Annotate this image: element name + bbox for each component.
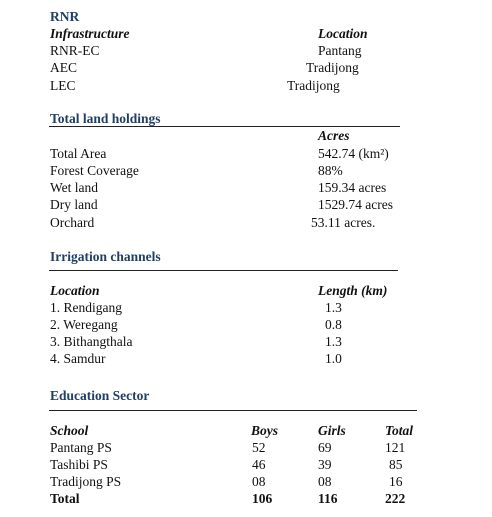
- land-divider: [49, 126, 400, 127]
- irrigation-row-name: 2. Weregang: [50, 317, 118, 332]
- irrigation-divider: [49, 270, 398, 271]
- rnr-row-location: Tradijong: [287, 78, 340, 93]
- rnr-row-name: LEC: [50, 78, 76, 93]
- rnr-col-location: Location: [318, 26, 368, 41]
- land-row-value: 1529.74 acres: [318, 197, 393, 212]
- rnr-col-infrastructure: Infrastructure: [50, 26, 130, 41]
- education-row-girls: 69: [318, 440, 332, 455]
- land-heading: Total land holdings: [50, 111, 161, 126]
- irrigation-row-name: 3. Bithangthala: [50, 334, 133, 349]
- education-divider: [49, 410, 417, 411]
- land-row-name: Total Area: [50, 146, 107, 161]
- land-row-name: Forest Coverage: [50, 163, 139, 178]
- education-total-total: 222: [385, 491, 406, 506]
- irrigation-row-length: 0.8: [325, 317, 342, 332]
- rnr-row-name: AEC: [50, 60, 77, 75]
- irrigation-row-length: 1.0: [325, 351, 342, 366]
- irrigation-row-length: 1.3: [325, 334, 342, 349]
- irrigation-col-location: Location: [50, 283, 100, 298]
- education-row-boys: 52: [252, 440, 266, 455]
- education-col-total: Total: [385, 423, 414, 438]
- education-row-girls: 39: [318, 457, 332, 472]
- land-row-value: 53.11 acres.: [311, 215, 376, 230]
- education-row-boys: 08: [252, 474, 266, 489]
- irrigation-row-name: 4. Samdur: [50, 351, 106, 366]
- rnr-row-location: Pantang: [318, 43, 362, 58]
- education-total-girls: 116: [318, 491, 338, 506]
- education-row-total: 85: [389, 457, 403, 472]
- irrigation-col-length: Length (km): [318, 283, 388, 298]
- land-row-value: 88%: [318, 163, 343, 178]
- education-col-boys: Boys: [251, 423, 278, 438]
- land-row-name: Dry land: [50, 197, 98, 212]
- education-total-boys: 106: [252, 491, 273, 506]
- rnr-heading: RNR: [50, 9, 80, 24]
- land-row-name: Wet land: [50, 180, 99, 195]
- education-row-total: 121: [385, 440, 406, 455]
- education-col-girls: Girls: [318, 423, 346, 438]
- education-row-school: Pantang PS: [50, 440, 112, 455]
- land-col-acres: Acres: [318, 128, 350, 143]
- land-row-value: 159.34 acres: [318, 180, 387, 195]
- education-row-school: Tashibi PS: [50, 457, 108, 472]
- education-row-boys: 46: [252, 457, 266, 472]
- education-row-girls: 08: [318, 474, 332, 489]
- land-row-name: Orchard: [50, 215, 95, 230]
- education-col-school: School: [50, 423, 89, 438]
- rnr-row-name: RNR-EC: [50, 43, 100, 58]
- education-heading: Education Sector: [50, 388, 150, 403]
- rnr-row-location: Tradijong: [306, 60, 359, 75]
- land-row-value: 542.74 (km²): [318, 146, 389, 161]
- irrigation-row-name: 1. Rendigang: [50, 300, 122, 315]
- irrigation-heading: Irrigation channels: [50, 249, 161, 264]
- education-row-school: Tradijong PS: [50, 474, 122, 489]
- irrigation-row-length: 1.3: [325, 300, 342, 315]
- education-row-total: 16: [389, 474, 403, 489]
- education-total-label: Total: [50, 491, 80, 506]
